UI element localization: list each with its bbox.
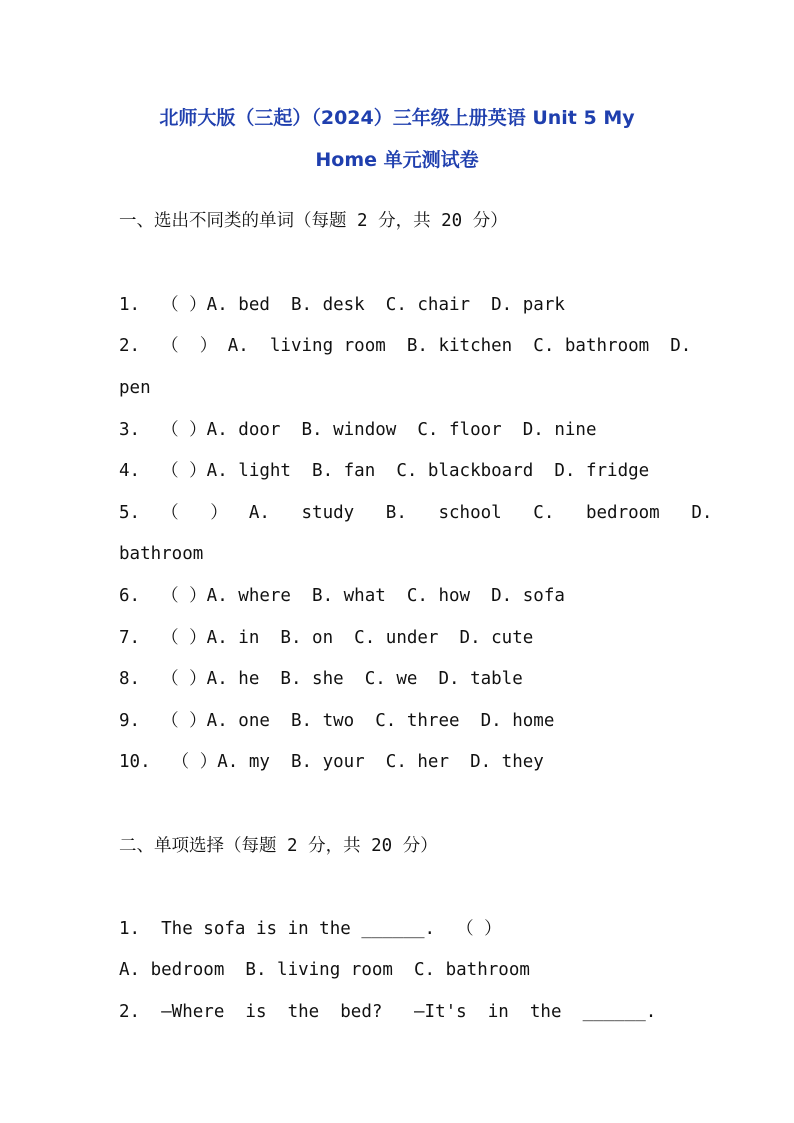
question-line-continuation: bathroom xyxy=(119,544,204,564)
section1-heading: 一、选出不同类的单词（每题 2 分，共 20 分） xyxy=(119,211,508,231)
answer-options-line: A. bedroom B. living room C. bathroom xyxy=(119,960,530,980)
question-line: 5. （ ） A. study B. school C. bedroom D. xyxy=(119,503,713,523)
question-line: 9. （ ）A. one B. two C. three D. home xyxy=(119,711,555,731)
question-line: 1. The sofa is in the ______. （ ） xyxy=(119,919,502,939)
document-title-line2: Home 单元测试卷 xyxy=(315,149,479,171)
question-line: 2. （ ） A. living room B. kitchen C. bathroom D. xyxy=(119,336,692,356)
question-line: 7. （ ）A. in B. on C. under D. cute xyxy=(119,628,534,648)
question-line: 6. （ ）A. where B. what C. how D. sofa xyxy=(119,586,565,606)
section2-heading: 二、单项选择（每题 2 分，共 20 分） xyxy=(119,836,438,856)
question-line: 8. （ ）A. he B. she C. we D. table xyxy=(119,669,523,689)
question-line-continuation: pen xyxy=(119,378,151,398)
question-line: 1. （ ）A. bed B. desk C. chair D. park xyxy=(119,295,565,315)
question-line: 4. （ ）A. light B. fan C. blackboard D. fridge xyxy=(119,461,650,481)
question-line: 10. （ ）A. my B. your C. her D. they xyxy=(119,752,544,772)
document-title-line1: 北师大版（三起）（2024）三年级上册英语 Unit 5 My xyxy=(159,107,635,129)
question-line: 2. —Where is the bed? —It's in the ______. xyxy=(119,1002,657,1022)
question-line: 3. （ ）A. door B. window C. floor D. nine xyxy=(119,420,597,440)
